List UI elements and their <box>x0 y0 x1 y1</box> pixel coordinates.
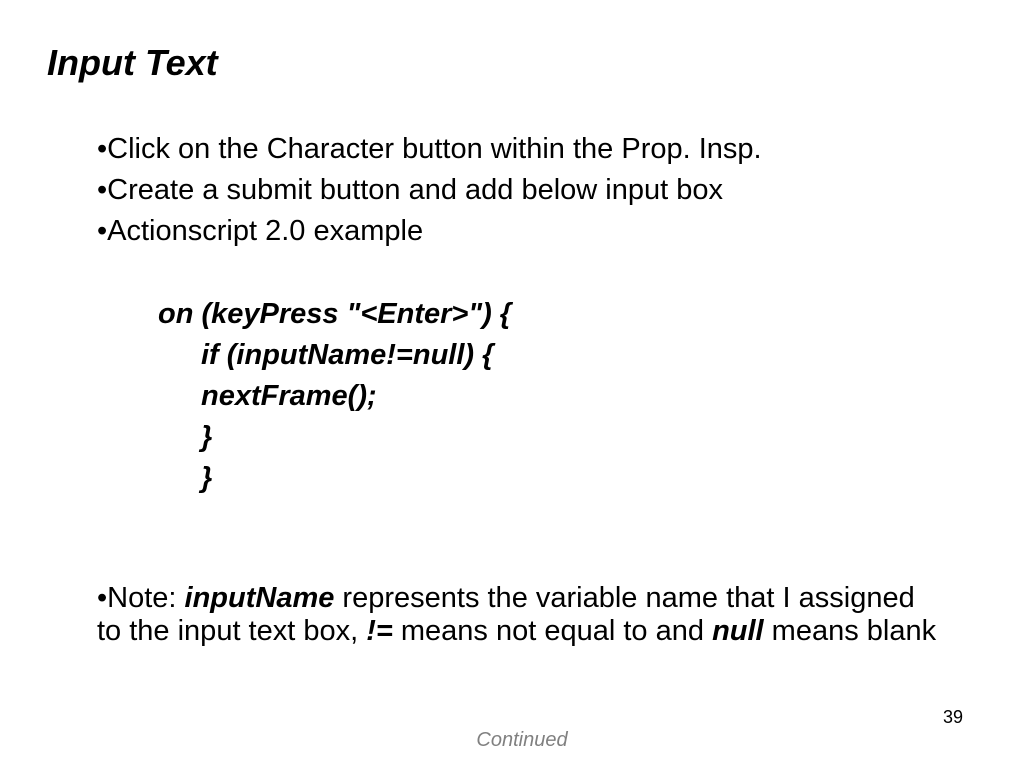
note-prefix: •Note: <box>97 582 185 614</box>
note-text: means not equal to and <box>392 615 713 647</box>
continued-footer: Continued <box>476 729 568 751</box>
bullet-item: •Click on the Character button within the Prop. Insp. <box>97 133 762 165</box>
note-text: means blank <box>763 615 937 647</box>
code-example <box>158 294 511 499</box>
note-term-inputname: inputName <box>184 582 335 614</box>
code-line: } <box>201 462 213 494</box>
bullet-item: •Actionscript 2.0 example <box>97 215 424 247</box>
bullet-list <box>97 129 762 252</box>
bullet-item: •Create a submit button and add below input box <box>97 174 724 206</box>
code-line: if (inputName!=null) { <box>201 339 494 371</box>
code-line: on (keyPress "<Enter>") { <box>158 298 512 330</box>
code-line: } <box>201 421 213 453</box>
code-line: nextFrame(); <box>201 380 377 412</box>
slide-title: Input Text <box>47 42 218 83</box>
note-text: represents the variable name that I assigned to the input text box, <box>97 582 915 647</box>
note-term-not-equal: != <box>366 615 393 647</box>
note-term-null: null <box>712 615 764 647</box>
page-number: 39 <box>942 707 964 727</box>
note-paragraph <box>97 582 937 648</box>
